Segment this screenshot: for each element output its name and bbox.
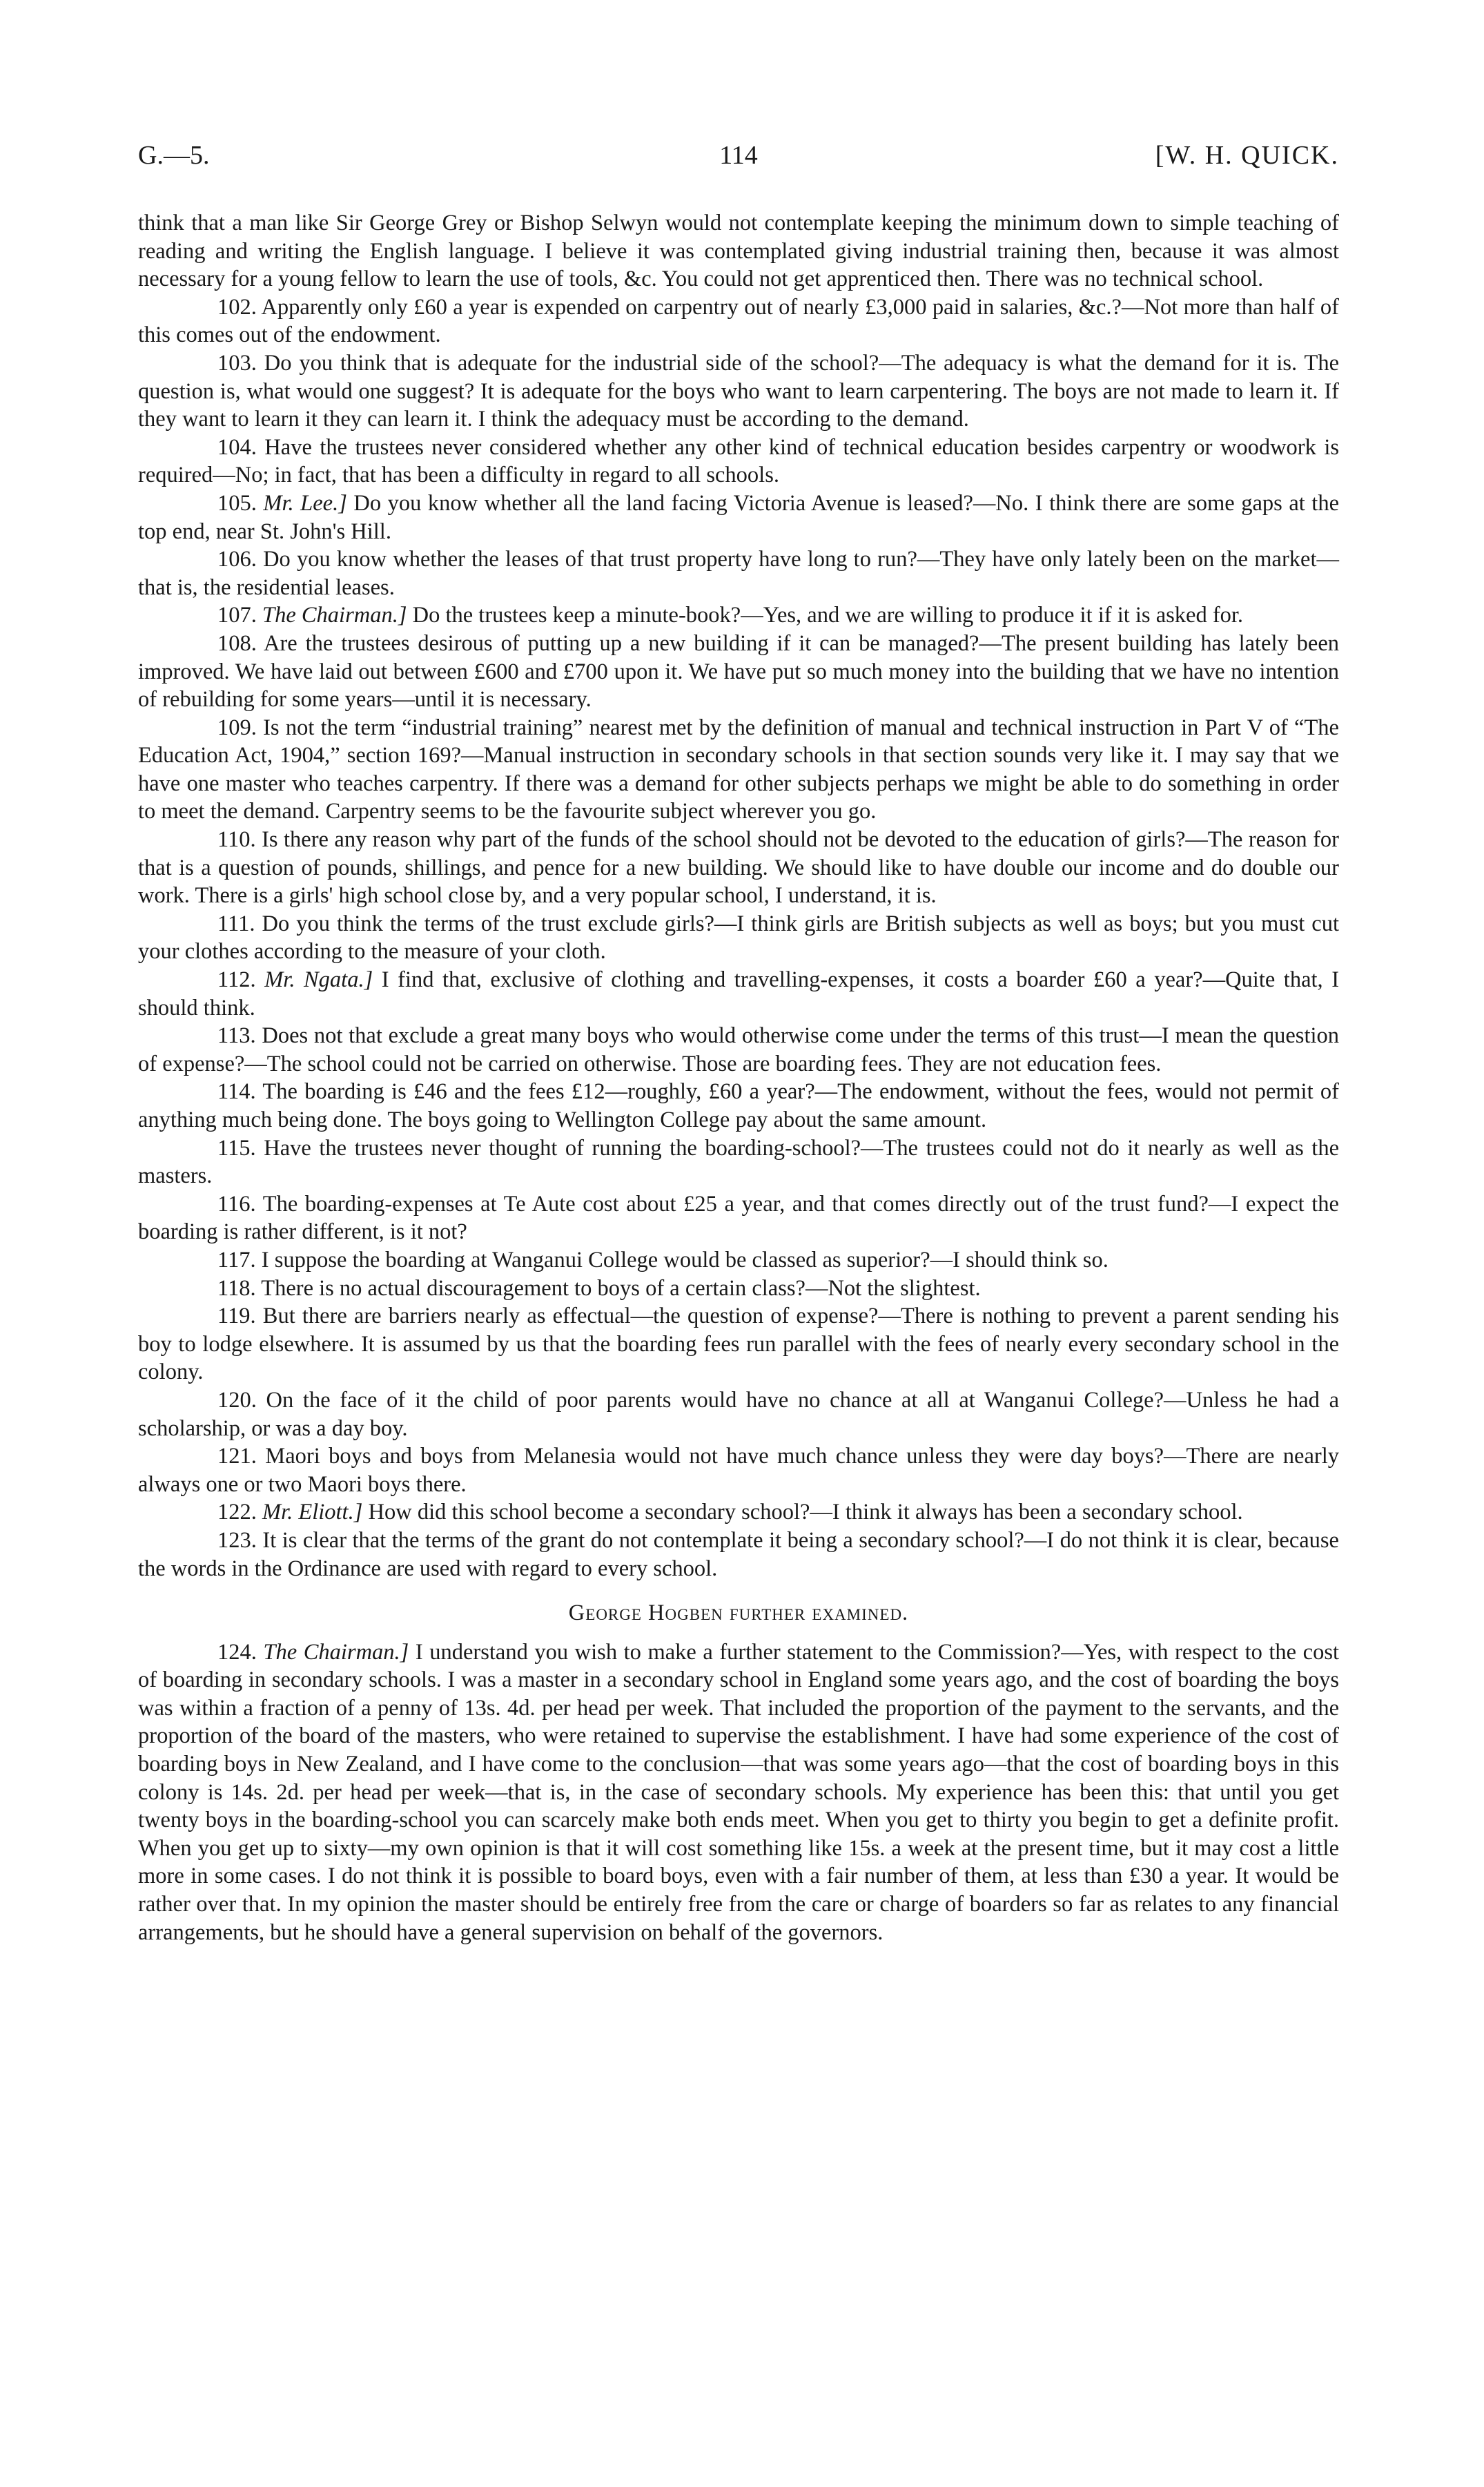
- question-number: 106.: [217, 547, 257, 572]
- question-paragraph: [138, 1386, 1339, 1442]
- question-text: Do the trustees keep a minute-book?—Yes, and we are willing to produce it if it is asked for.: [412, 603, 1244, 628]
- question-number: 107.: [217, 603, 257, 628]
- question-paragraph: [138, 1498, 1339, 1527]
- question-text: I suppose the boarding at Wanganui College would be classed as superior?—I should think so.: [261, 1247, 1109, 1272]
- witness-name: [W. H. QUICK.: [1155, 141, 1339, 170]
- question-paragraph: [138, 1078, 1339, 1134]
- question-paragraph: [138, 630, 1339, 714]
- question-number: 111.: [217, 911, 255, 936]
- question-paragraph: [138, 1022, 1339, 1078]
- question-text: Are the trustees desirous of putting up a new building if it can be managed?—The present building has lately been improved. We have laid out between £600 and £700 upon it. We have put so much money into the building that we have no intention of rebuilding for some years—until it is necessary.: [138, 630, 1339, 713]
- question-number: 105.: [217, 490, 257, 516]
- question-text: I find that, exclusive of clothing and travelling-expenses, it costs a boarder £60 a year?—Quite that, I should think.: [138, 967, 1340, 1020]
- question-number: 110.: [217, 827, 256, 853]
- question-number: 123.: [217, 1527, 257, 1553]
- question-number: 102.: [217, 294, 257, 320]
- question-number: 119.: [217, 1304, 256, 1329]
- question-paragraph: [138, 349, 1339, 434]
- question-number: 104.: [217, 434, 257, 460]
- section-heading: George Hogben further examined.: [568, 1600, 909, 1626]
- page-number: 114: [719, 141, 758, 170]
- question-number: 124.: [217, 1639, 257, 1665]
- question-text: How did this school become a secondary school?—I think it always has been a secondary school.: [368, 1500, 1243, 1525]
- document-body: [138, 209, 1339, 1946]
- question-text: Is not the term “industrial training” nearest met by the definition of manual and technical instruction in Part V of “The Education Act, 1904,” section 169?—Manual instruction in secondary schools in that section sounds very like it. I may say that we have one master who teaches carpentry. If there was a demand for other subjects perhaps we might be able to do something in order to meet the demand. Carpentry seems to be the favourite subject wherever you go.: [138, 715, 1339, 824]
- document-reference: G.—5.: [138, 141, 210, 170]
- question-text: There is no actual discouragement to boys of a certain class?—Not the slightest.: [261, 1275, 981, 1301]
- question-text: Apparently only £60 a year is expended on carpentry out of nearly £3,000 paid in salaries, &c.?—Not more than half of this comes out of the endowment.: [138, 294, 1339, 348]
- question-number: 115.: [217, 1135, 256, 1161]
- speaker-label: Mr. Ngata.]: [264, 967, 373, 993]
- question-paragraph: [138, 1442, 1339, 1498]
- question-paragraph: [138, 966, 1339, 1022]
- question-paragraph: [138, 1638, 1339, 1947]
- question-number: 103.: [217, 350, 257, 376]
- question-paragraph: [138, 1246, 1339, 1275]
- question-text: Is there any reason why part of the funds of the school should not be devoted to the education of girls?—The reason for that is a question of pounds, shillings, and pence for a new building. We should like to have double our income and do double our work. There is a girls' high school close by, and a very popular school, I understand, it is.: [138, 827, 1339, 909]
- question-paragraph: [138, 1527, 1339, 1583]
- question-number: 114.: [217, 1079, 256, 1105]
- question-number: 120.: [217, 1387, 257, 1413]
- question-text: The boarding-expenses at Te Aute cost about £25 a year, and that comes directly out of the trust fund?—I expect the boarding is rather different, is it not?: [138, 1191, 1339, 1245]
- question-number: 116.: [217, 1191, 256, 1217]
- question-text: Do you think the terms of the trust exclude girls?—I think girls are British subjects as well as boys; but you must cut your clothes according to the measure of your cloth.: [138, 911, 1340, 965]
- question-paragraph: [138, 1275, 1339, 1303]
- question-paragraph: [138, 601, 1339, 630]
- question-paragraph: [138, 1302, 1339, 1386]
- question-text: Have the trustees never considered whether any other kind of technical education besides carpentry or woodwork is required—No; in fact, that has been a difficulty in regard to all schools.: [138, 434, 1339, 488]
- section-question-list: [138, 1638, 1339, 1947]
- speaker-label: Mr. Eliott.]: [262, 1500, 363, 1525]
- question-text: Do you know whether all the land facing Victoria Avenue is leased?—No. I think there are some gaps at the top end, near St. John's Hill.: [138, 490, 1340, 544]
- page-header: [138, 142, 1339, 183]
- opening-paragraph: think that a man like Sir George Grey or Bishop Selwyn would not contemplate keeping the minimum down to simple teaching of reading and writing the English language. I believe it was contemplated giving industrial training then, because it was almost necessary for a young fellow to learn the use of tools, &c. You could not get apprenticed then. There was no technical school.: [138, 211, 1339, 292]
- question-paragraph: [138, 490, 1339, 545]
- question-number: 122.: [217, 1500, 257, 1525]
- question-text: Does not that exclude a great many boys who would otherwise come under the terms of this trust—I mean the question of expense?—The school could not be carried on otherwise. Those are boarding fees. They are not education fees.: [138, 1023, 1340, 1076]
- question-text: Do you think that is adequate for the industrial side of the school?—The adequacy is what the demand for it is. The question is, what would one suggest? It is adequate for the boys who want to learn carpentering. The boys are not made to learn it. If they want to learn it they can learn it. I think the adequacy must be according to the demand.: [138, 350, 1340, 432]
- question-number: 109.: [217, 715, 257, 740]
- speaker-label: Mr. Lee.]: [263, 490, 347, 516]
- document-page: [138, 142, 1339, 1946]
- question-text: Maori boys and boys from Melanesia would not have much chance unless they were day boys?—There are nearly always one or two Maori boys there.: [138, 1444, 1340, 1497]
- speaker-label: The Chairman.]: [262, 603, 407, 628]
- question-text: On the face of it the child of poor parents would have no chance at all at Wanganui College?—Unless he had a scholarship, or was a day boy.: [138, 1387, 1340, 1441]
- question-paragraph: [138, 714, 1339, 826]
- question-list: [138, 293, 1339, 1583]
- question-text: Have the trustees never thought of running the boarding-school?—The trustees could not do it nearly as well as the masters.: [138, 1135, 1340, 1189]
- question-paragraph: [138, 826, 1339, 910]
- question-number: 118.: [217, 1275, 256, 1301]
- question-text: It is clear that the terms of the grant do not contemplate it being a secondary school?—I do not think it is clear, because the words in the Ordinance are used with regard to every school.: [138, 1527, 1339, 1581]
- question-number: 108.: [217, 630, 257, 656]
- question-paragraph: [138, 434, 1339, 490]
- question-paragraph: [138, 910, 1339, 966]
- question-number: 117.: [217, 1247, 256, 1272]
- question-paragraph: [138, 1134, 1339, 1190]
- question-number: 113.: [217, 1023, 256, 1049]
- question-text: But there are barriers nearly as effectual—the question of expense?—There is nothing to prevent a parent sending his boy to lodge elsewhere. It is assumed by us that the boarding fees run parallel with the fees of nearly every secondary school in the colony.: [138, 1304, 1340, 1385]
- question-text: I understand you wish to make a further statement to the Commission?—Yes, with respect to the cost of boarding in secondary schools. I was a master in a secondary school in England some years ago, and the cost of boarding the boys was within a fraction of a penny of 13s. 4d. per head per week. That included the proportion of the payment to the servants, and the proportion of the board of the masters, who were retained to supervise the establishment. I have had some experience of the cost of boarding boys in New Zealand, and I have come to the conclusion—that was some years ago—that the cost of boarding boys in this colony is 14s. 2d. per head per week—that is, in the case of secondary schools. My experience has been this: that until you get twenty boys in the boarding-school you can scarcely make both ends meet. When you get to thirty you begin to get a definite profit. When you get up to sixty—my own opinion is that it will cost something like 15s. a week at the present time, but it may cost a little more in some cases. I do not think it is possible to board boys, even with a fair number of them, at less than £30 a year. It would be rather over that. In my opinion the master should be entirely free from the care or charge of boarders so far as relates to any financial arrangements, but he should have a general supervision on behalf of the governors.: [138, 1639, 1339, 1945]
- speaker-label: The Chairman.]: [263, 1639, 409, 1665]
- question-paragraph: [138, 293, 1339, 349]
- question-paragraph: [138, 1190, 1339, 1246]
- question-number: 112.: [217, 967, 256, 993]
- question-paragraph: [138, 545, 1339, 601]
- question-number: 121.: [217, 1444, 257, 1469]
- question-text: Do you know whether the leases of that trust property have long to run?—They have only lately been on the market—that is, the residential leases.: [138, 547, 1339, 600]
- question-text: The boarding is £46 and the fees £12—roughly, £60 a year?—The endowment, without the fees, would not permit of anything much being done. The boys going to Wellington College pay about the same amount.: [138, 1079, 1339, 1132]
